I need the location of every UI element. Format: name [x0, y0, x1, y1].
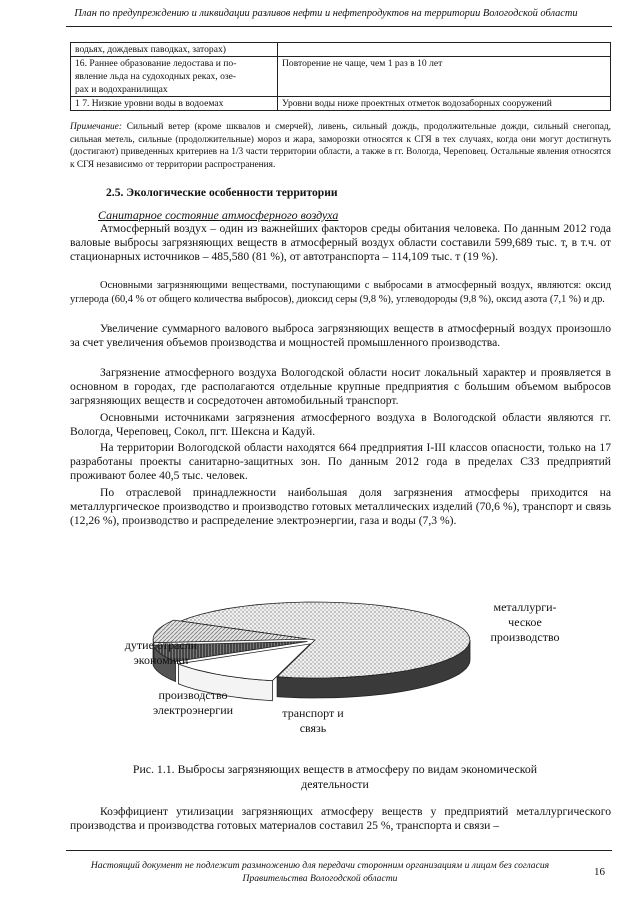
- table-cell: Повторение не чаще, чем 1 раз в 10 лет: [278, 57, 611, 97]
- chart-label: металлурги- ческое производство: [490, 600, 560, 644]
- table-cell: [278, 43, 611, 57]
- section-subtitle: Санитарное состояние атмосферного воздуха: [98, 208, 339, 222]
- page-number: 16: [594, 866, 605, 878]
- note-label: Примечание:: [70, 122, 122, 132]
- header-rule: [66, 26, 612, 27]
- page-header: План по предупреждению и ликвидации разливов нефти и нефтепродуктов на территории Вологодской области: [74, 8, 578, 19]
- paragraph: Увеличение суммарного валового выброса загрязняющих веществ в атмосферный воздух произошло за счет увеличения объемов производства и мощностей промышленного производства.: [70, 322, 611, 350]
- table-row: [71, 43, 611, 57]
- hazard-table: [70, 42, 611, 111]
- page-footer: Настоящий документ не подлежит размножению для передачи сторонним организациям и лицам без согласия Правительства Вологодской области: [90, 860, 550, 884]
- table-cell: 16. Раннее образование ледостава и по- явление льда на судоходных реках, озе- рах и водохранилищах: [71, 57, 278, 97]
- table-cell: водьях, дождевых паводках, заторах): [71, 43, 278, 57]
- note-text: Сильный ветер (кроме шквалов и смерчей), ливень, сильный дождь, продолжительные дожди, сильный снегопад, сильная метель, сильные (продолжительные) мороз и жара, заморозки относятся к СГЯ в тех случаях, когда они могут достигнуть (достигают) приведенных критериев на 1/3 части территории области, а также в гг. Вологда, Череповец. Остальные явления относятся к СГЯ независимо от территории распространения.: [70, 122, 611, 170]
- table-note: [70, 121, 611, 171]
- paragraph: По отраслевой принадлежности наибольшая доля загрязнения атмосферы приходится на металлургическое производство и производство готовых металлических изделий (70,6 %), транспорт и связь (12,26 %), производство и распределение электроэнергии, газа и воды (7,3 %).: [70, 486, 611, 528]
- paragraph: Основными загрязняющими веществами, поступающими с выбросами в атмосферный воздух, являются: оксид углерода (60,4 % от общего количества выбросов), диоксид серы (9,8 %), углеводороды (9,8 %), оксид азота (7,1 %) и др.: [70, 280, 611, 306]
- paragraph: Загрязнение атмосферного воздуха Вологодской области носит локальный характер и проявляется в основном в городах, где располагаются отдельные крупные предприятия с большим объемом выбросов загрязняющих веществ и сосредоточен автомобильный транспорт.: [70, 366, 611, 408]
- chart-label: производство электроэнергии: [152, 688, 234, 717]
- table-cell: Уровни воды ниже проектных отметок водозаборных сооружений: [278, 97, 611, 111]
- figure-caption: Рис. 1.1. Выбросы загрязняющих веществ в атмосферу по видам экономической деятельности: [132, 762, 538, 791]
- chart-label: транспорт и связь: [282, 706, 344, 735]
- table-row: [71, 97, 611, 111]
- paragraph: Атмосферный воздух – один из важнейших факторов среды обитания человека. По данным 2012 года валовые выбросы загрязняющих веществ в атмосферный воздух области составили 599,689 тыс. т, в т.ч. от стационарных источников – 485,580 (81 %), от автотранспорта – 114,109 тыс. т (19 %).: [70, 222, 611, 264]
- table-row: [71, 57, 611, 97]
- section-title: 2.5. Экологические особенности территории: [106, 186, 338, 199]
- paragraph: На территории Вологодской области находятся 664 предприятия I-III классов опасности, только на 17 разработаны проекты санитарно-защитных зон. По данным 2012 года в пределах СЗЗ предприятий проживают более 40,5 тыс. человек.: [70, 441, 611, 483]
- paragraph: Коэффициент утилизации загрязняющих атмосферу веществ у предприятий металлургического производства и производства готовых материалов составил 25 %, транспорта и связи –: [70, 805, 611, 833]
- chart-label: дутие отрасли экономики: [124, 638, 198, 667]
- footer-rule: [66, 850, 612, 851]
- paragraph: Основными источниками загрязнения атмосферного воздуха в Вологодской области являются гг. Вологда, Череповец, Сокол, пгт. Шексна и Кадуй.: [70, 411, 611, 439]
- table-cell: 1 7. Низкие уровни воды в водоемах: [71, 97, 278, 111]
